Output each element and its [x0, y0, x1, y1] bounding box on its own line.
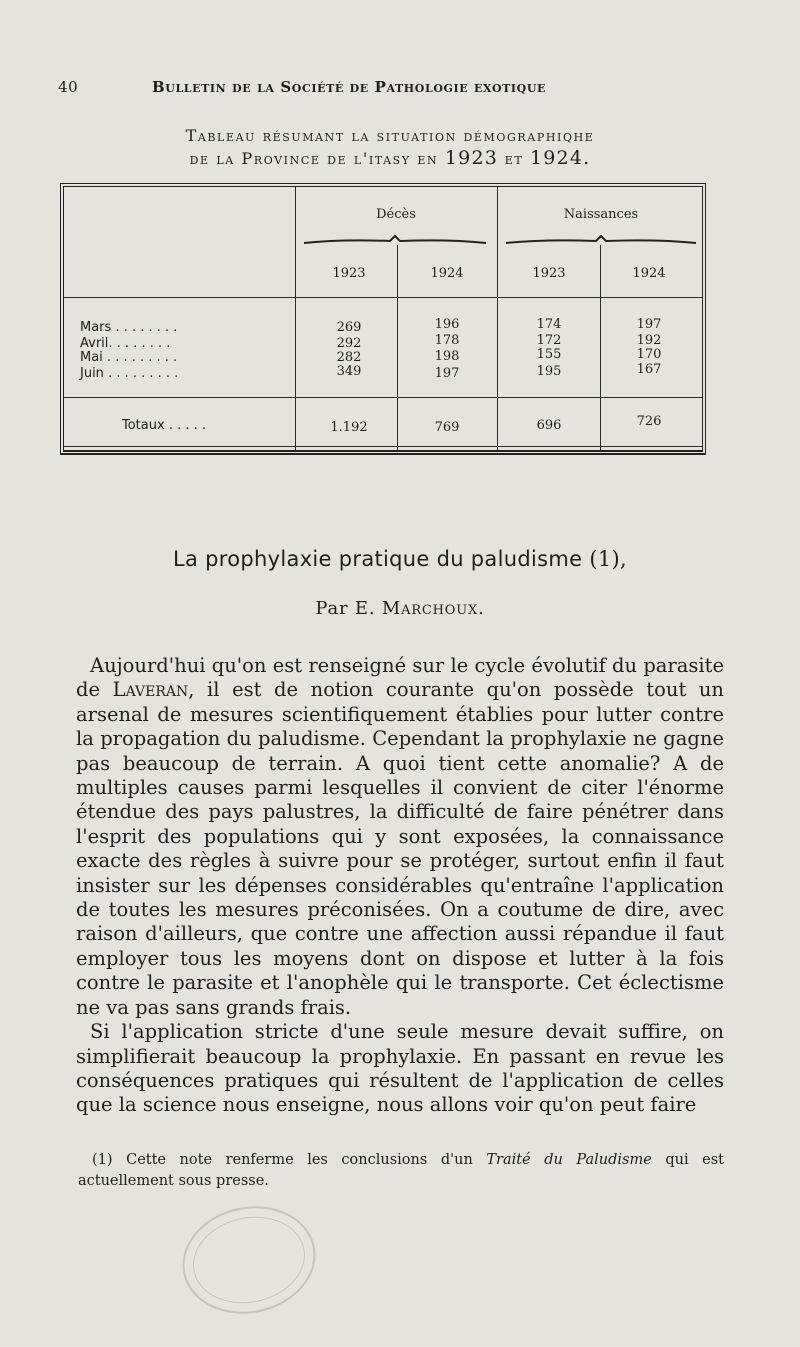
- table-caption-line2: [100, 147, 680, 170]
- article-body: [76, 654, 724, 1118]
- cell-value: 155: [536, 347, 562, 362]
- library-stamp: [178, 1200, 320, 1320]
- totals-label: Totaux: [122, 418, 165, 433]
- article-title-text: La prophylaxie pratique du paludisme: [173, 547, 583, 571]
- table-caption-line1: Tableau résumant la situation démographiqhe: [185, 126, 595, 145]
- paragraph-text: Aujourd'hui qu'on est renseigné sur le cycle évolutif du parasite de: [76, 654, 724, 702]
- table-caption-year1: 1923: [444, 147, 499, 169]
- cell-value: 282: [336, 350, 362, 365]
- brace-deces: [302, 235, 488, 249]
- cell-value: 172: [536, 333, 562, 348]
- paragraph: [76, 654, 724, 1020]
- brace-naissances: [504, 235, 698, 249]
- cell-value: 195: [536, 364, 562, 379]
- author-name: Marchoux.: [381, 598, 485, 619]
- byline-prefix: Par E.: [315, 598, 382, 619]
- header-naissances: Naissances: [563, 207, 639, 222]
- table-rule: [64, 397, 702, 398]
- cell-value: 170: [636, 347, 662, 362]
- cell-value: 178: [434, 333, 460, 348]
- footnote-marker: (1): [92, 1152, 113, 1168]
- row-label: Mars: [80, 320, 112, 335]
- running-title: Bulletin de la Société de Pathologie exotique: [152, 78, 547, 96]
- total-value: 726: [636, 414, 662, 429]
- footnote-text: qui est actuellement sous presse.: [78, 1152, 724, 1189]
- table-rule: [64, 446, 702, 447]
- table-caption-year2: 1924.: [529, 147, 591, 169]
- article-title: [0, 547, 800, 571]
- cell-value: 269: [336, 320, 362, 335]
- demographic-table: Décès Naissances 1923 1924 1923 1924 Mars . . . . . . . . 269 196 174 197 Avril. . . . . . . . 292 178 172 192 Mai . . . . . . . . . 282 198 155 170 Juin . . . . . . . . . 349 197 195 167 Totaux . . . . . 1.192 769 696 726: [60, 183, 706, 455]
- person-name: Laveran: [112, 678, 189, 702]
- cell-value: 349: [336, 364, 362, 379]
- cell-value: 197: [434, 366, 460, 381]
- cell-value: 174: [536, 317, 562, 332]
- book-title: Traité du Paludisme: [486, 1152, 652, 1168]
- header-deces: Décès: [376, 207, 416, 222]
- table-rule: [295, 187, 296, 450]
- row-label: Mai: [80, 350, 103, 365]
- total-value: 696: [536, 418, 562, 433]
- table-rule: [497, 187, 498, 450]
- paragraph: Si l'application stricte d'une seule mesure devait suffire, on simplifierait beaucoup la prophylaxie. En passant en revue les conséquences pratiques qui résultent de l'application de celles que la science nous enseigne, nous allons voir qu'on peut faire: [76, 1020, 724, 1117]
- col-year: 1923: [332, 266, 366, 281]
- table-caption-and: et: [498, 149, 530, 168]
- table-rule: [64, 297, 702, 298]
- table-caption-text: de la Province de l'itasy en: [189, 149, 445, 168]
- byline: [0, 598, 800, 619]
- cell-value: 167: [636, 362, 662, 377]
- page-number: 40: [58, 78, 79, 96]
- row-label: Juin: [80, 366, 104, 381]
- total-value: 769: [434, 420, 460, 435]
- footnote-reference: (1),: [589, 547, 627, 571]
- cell-value: 292: [336, 336, 362, 351]
- col-year: 1924: [632, 266, 666, 281]
- col-year: 1923: [532, 266, 566, 281]
- cell-value: 198: [434, 349, 460, 364]
- cell-value: 196: [434, 317, 460, 332]
- total-value: 1.192: [330, 420, 368, 435]
- table-rule: [600, 245, 601, 450]
- col-year: 1924: [430, 266, 464, 281]
- cell-value: 192: [636, 333, 662, 348]
- row-label: Avril: [80, 336, 109, 351]
- paragraph-text: , il est de notion courante qu'on possède tout un arsenal de mesures scientifiquement établies pour lutter contre la propagation du paludisme. Cependant la prophylaxie ne gagne pas beaucoup de terrain. A quoi tient cette anomalie? A de multiples causes parmi lesquelles il convient de citer l'énorme étendue des pays palustres, la difficulté de faire pénétrer dans l'esprit des populations qui y sont exposées, la connaissance exacte des règles à suivre pour se protéger, surtout enfin il faut insister sur les dépenses considérables qu'entraîne l'application de toutes les mesures préconisées. On a coutume de dire, avec raison d'ailleurs, que contre une affection aussi répandue il faut employer tous les moyens dont on dispose et lutter à la fois contre le parasite et l'anophèle qui le transporte. Cet éclectisme ne va pas sans grands frais.: [76, 678, 724, 1019]
- footnote: [78, 1150, 724, 1192]
- footnote-text: Cette note renferme les conclusions d'un: [112, 1152, 487, 1168]
- cell-value: 197: [636, 317, 662, 332]
- table-rule: [397, 245, 398, 450]
- table-caption: [100, 124, 680, 170]
